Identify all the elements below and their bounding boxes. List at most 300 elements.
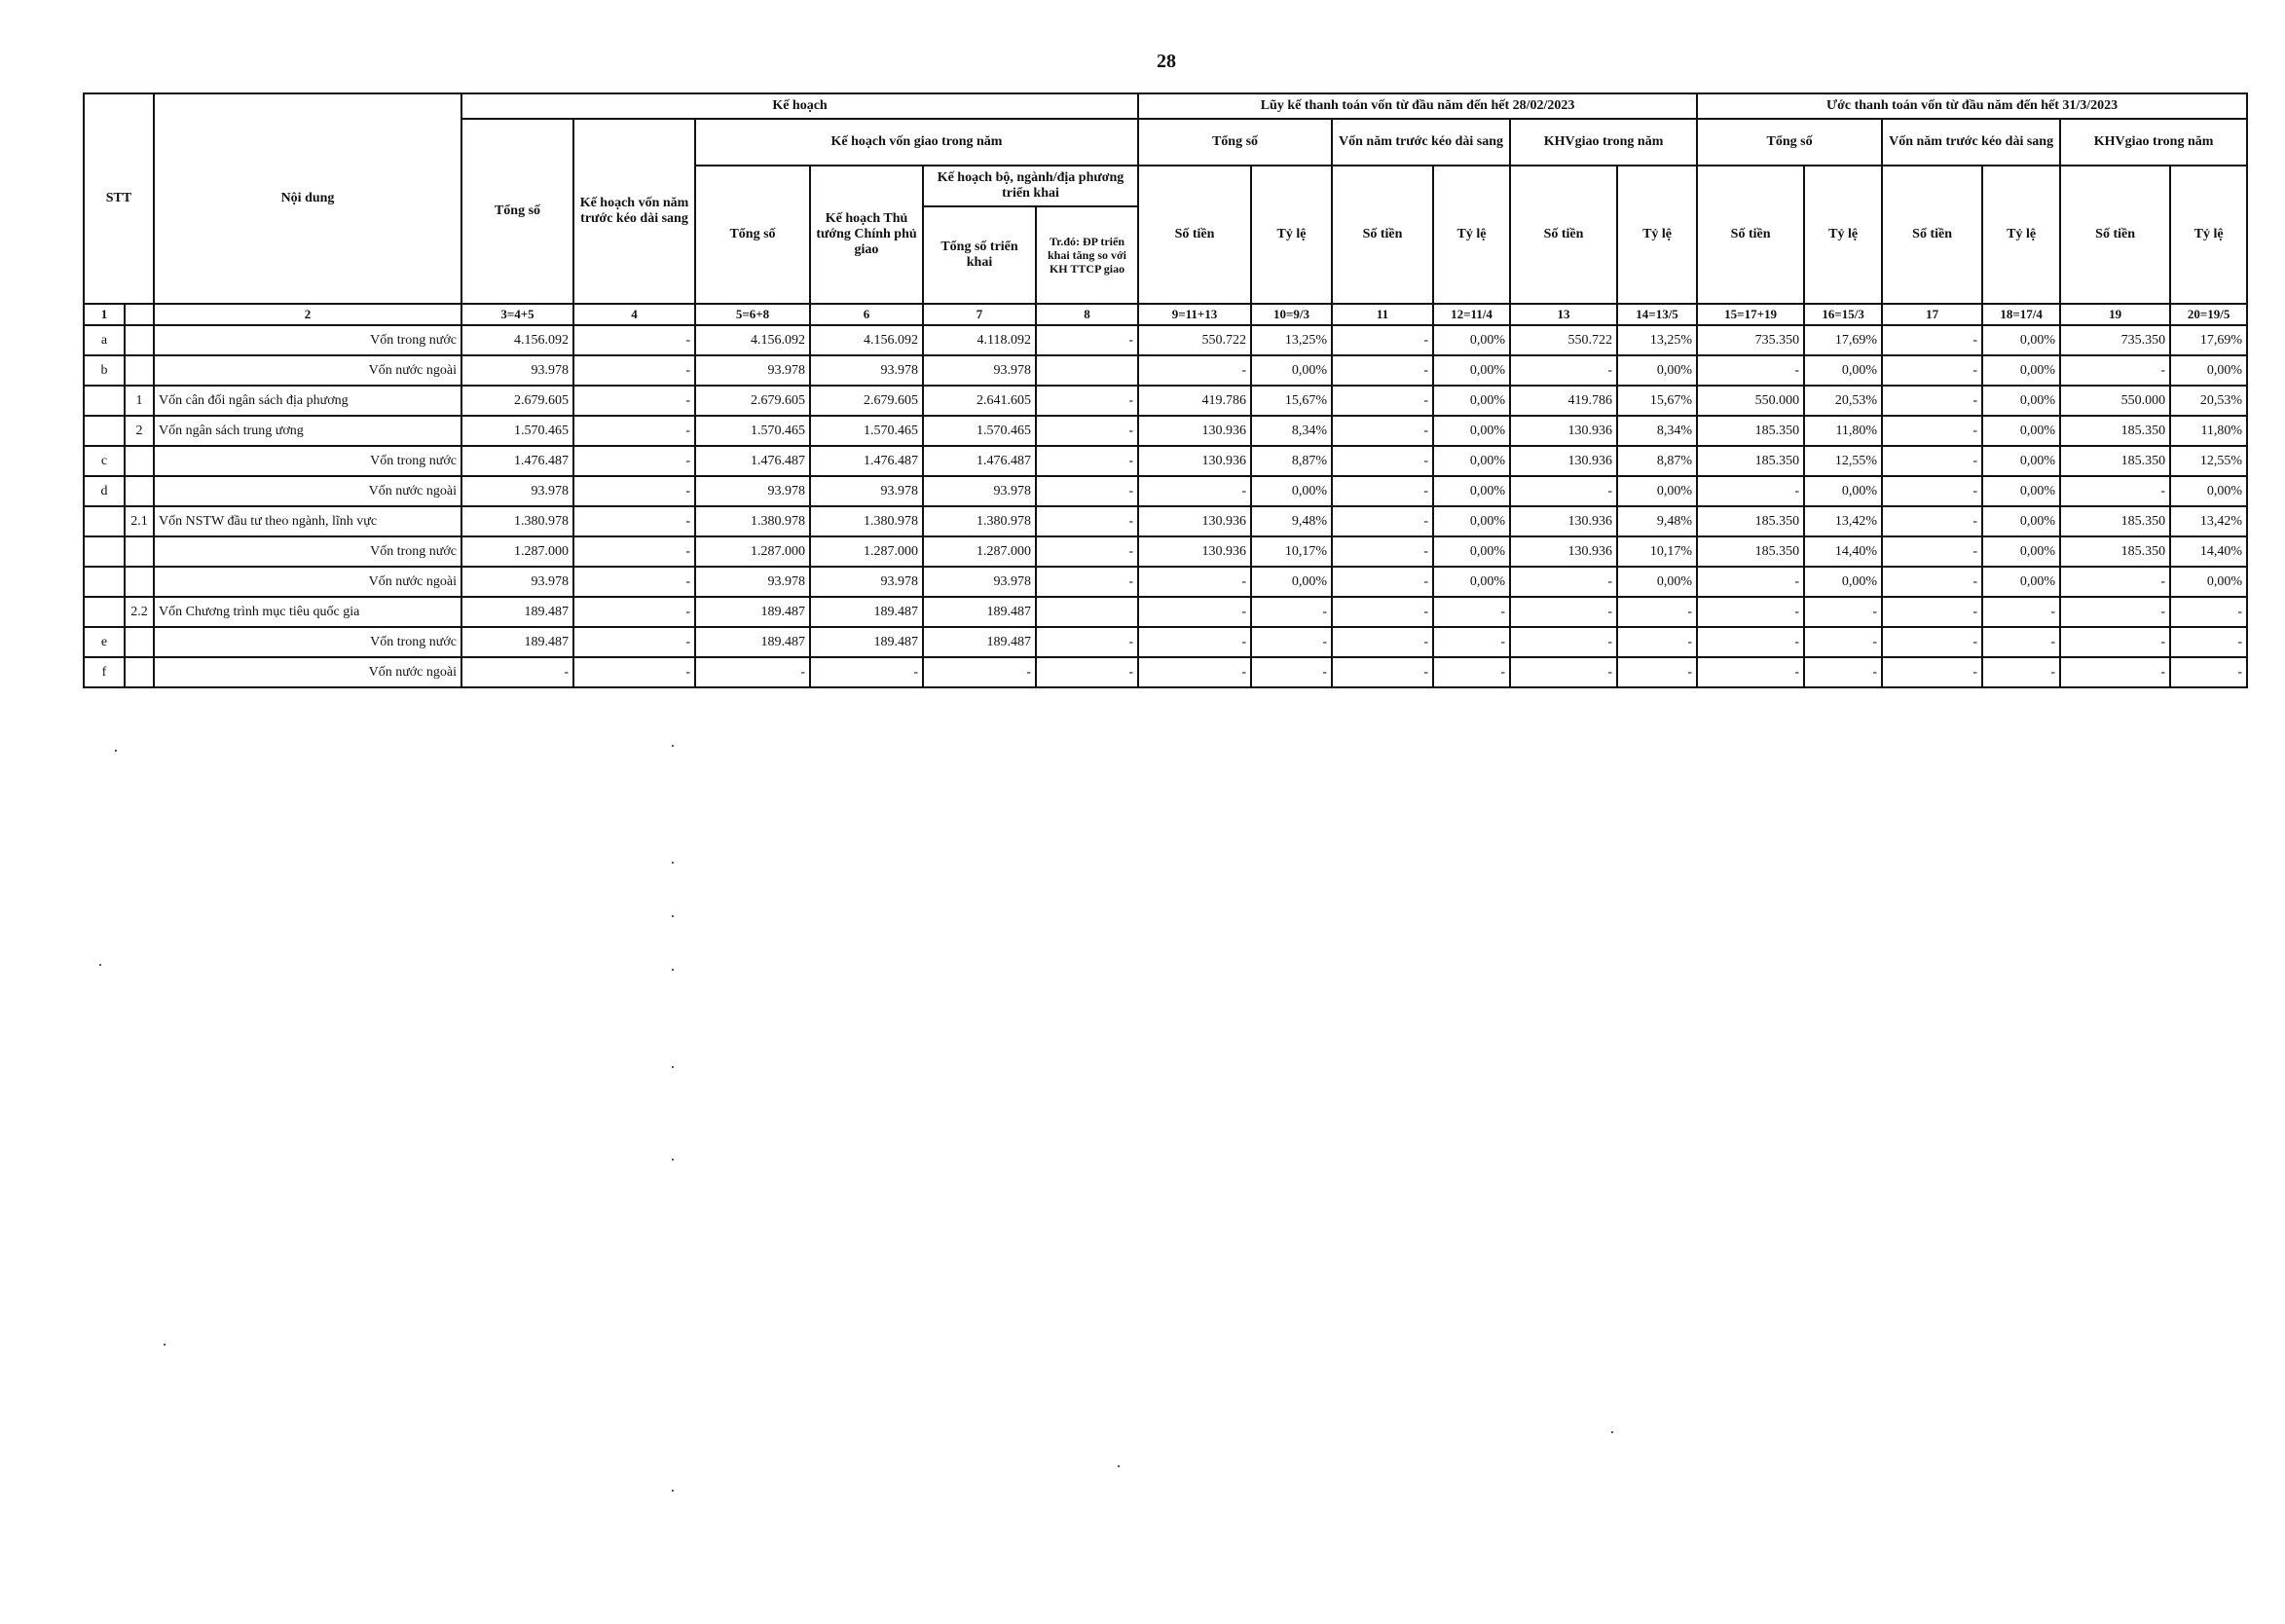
row-value: 13,25% [1617,325,1697,355]
row-value: - [2060,627,2170,657]
row-value: - [2170,657,2247,687]
row-value: 9,48% [1617,506,1697,536]
row-value: - [1332,597,1433,627]
row-name: Vốn nước ngoài [154,657,461,687]
row-value: 17,69% [1804,325,1882,355]
row-value: - [2060,657,2170,687]
scan-speck [672,969,674,971]
header-luy-ke: Lũy kế thanh toán vốn từ đầu năm đến hết 28/02/2023 [1138,93,1697,119]
column-index-cell: 15=17+19 [1697,304,1804,325]
row-value: 4.156.092 [695,325,810,355]
column-index-cell: 6 [810,304,923,325]
scan-speck [115,750,117,752]
row-stt: e [84,627,125,657]
row-value: - [1433,627,1510,657]
header-so-tien-13: Số tiền [1510,166,1617,304]
row-value: - [1617,657,1697,687]
row-value: - [1138,657,1251,687]
header-ty-le-20: Tỷ lệ [2170,166,2247,304]
row-value: 11,80% [1804,416,1882,446]
row-value: 0,00% [1433,325,1510,355]
table-row [84,627,2247,657]
row-value: - [1332,446,1433,476]
row-value: 0,00% [1804,567,1882,597]
table-row [84,506,2247,536]
row-value: - [1251,657,1332,687]
row-value: 0,00% [1433,506,1510,536]
row-value: - [573,657,695,687]
row-value: 1.287.000 [923,536,1036,567]
row-value: 0,00% [1433,536,1510,567]
row-value: - [1332,476,1433,506]
row-value: 20,53% [1804,386,1882,416]
row-value: - [1882,506,1982,536]
row-value: - [1804,657,1882,687]
row-value: 1.287.000 [810,536,923,567]
row-value: 0,00% [2170,476,2247,506]
row-value: 185.350 [1697,416,1804,446]
row-value: - [1882,416,1982,446]
row-value: - [1332,416,1433,446]
row-value: 189.487 [695,627,810,657]
column-index-cell: 19 [2060,304,2170,325]
row-value: 93.978 [810,567,923,597]
header-so-tien-17: Số tiền [1882,166,1982,304]
row-value: 1.380.978 [810,506,923,536]
column-index-cell: 5=6+8 [695,304,810,325]
row-value: - [1882,446,1982,476]
row-value: 8,87% [1617,446,1697,476]
column-index-cell: 20=19/5 [2170,304,2247,325]
row-value: - [1697,355,1804,386]
row-value: 1.476.487 [810,446,923,476]
row-value: - [573,506,695,536]
row-name: Vốn cân đối ngân sách địa phương [154,386,461,416]
row-value: 0,00% [1617,355,1697,386]
row-value: 1.570.465 [810,416,923,446]
row-value: - [1617,627,1697,657]
scan-speck [672,1490,674,1492]
header-kh-bo-nganh: Kế hoạch bộ, ngành/địa phương triển khai [923,166,1138,206]
row-value: 0,00% [1982,416,2060,446]
row-value: 8,34% [1251,416,1332,446]
column-index-cell: 18=17/4 [1982,304,2060,325]
row-value: 15,67% [1617,386,1697,416]
row-name: Vốn trong nước [154,325,461,355]
row-value: - [573,416,695,446]
header-kh-von-nam-truoc: Kế hoạch vốn năm trước kéo dài sang [573,119,695,304]
row-stt [84,506,125,536]
column-index-cell: 3=4+5 [461,304,573,325]
row-value: 1.476.487 [461,446,573,476]
row-sub-index [125,446,154,476]
row-value: - [573,355,695,386]
scan-speck [672,1159,674,1161]
row-value: - [1697,627,1804,657]
header-ke-hoach: Kế hoạch [461,93,1138,119]
table-row [84,536,2247,567]
row-value: 130.936 [1510,536,1617,567]
row-stt: f [84,657,125,687]
row-value: - [1510,597,1617,627]
row-sub-index: 2 [125,416,154,446]
header-tong-so: Tổng số [461,119,573,304]
scan-speck [672,745,674,747]
row-value: - [2060,567,2170,597]
row-value: 0,00% [1804,355,1882,386]
row-value: 10,17% [1617,536,1697,567]
row-sub-index [125,657,154,687]
row-value: 0,00% [1433,386,1510,416]
column-index-row [84,304,2247,325]
row-value: 1.380.978 [923,506,1036,536]
row-value: 8,87% [1251,446,1332,476]
row-value: - [1036,416,1138,446]
row-value: 0,00% [1251,355,1332,386]
row-value: 735.350 [2060,325,2170,355]
header-uoc-khv-giao: KHVgiao trong năm [2060,119,2247,166]
row-value: - [2170,597,2247,627]
row-value: - [1882,536,1982,567]
row-name: Vốn trong nước [154,627,461,657]
row-value: - [1804,597,1882,627]
scan-speck [672,915,674,917]
row-value: 189.487 [695,597,810,627]
row-value: 14,40% [1804,536,1882,567]
row-value: 0,00% [1982,325,2060,355]
header-kh-ttcp: Kế hoạch Thủ tướng Chính phủ giao [810,166,923,304]
row-value: 0,00% [2170,355,2247,386]
row-value: - [1036,476,1138,506]
table-row [84,476,2247,506]
row-name: Vốn nước ngoài [154,355,461,386]
row-value: 185.350 [2060,446,2170,476]
row-value: - [1332,386,1433,416]
row-value: 550.000 [1697,386,1804,416]
table-row [84,325,2247,355]
capital-disbursement-table [83,92,2248,688]
row-value: - [461,657,573,687]
row-value: 130.936 [1138,416,1251,446]
column-index-cell: 12=11/4 [1433,304,1510,325]
row-value: - [573,325,695,355]
row-value: 93.978 [810,355,923,386]
row-sub-index [125,355,154,386]
row-value: - [1433,657,1510,687]
row-value: - [810,657,923,687]
row-value: - [1036,567,1138,597]
header-tong-so-giao: Tổng số [695,166,810,304]
row-value: 4.118.092 [923,325,1036,355]
header-kh-von-giao-trong-nam: Kế hoạch vốn giao trong năm [695,119,1138,166]
scan-speck [164,1344,166,1346]
row-value: 550.000 [2060,386,2170,416]
header-luy-ke-tong-so: Tổng số [1138,119,1332,166]
header-so-tien-11: Số tiền [1332,166,1433,304]
row-value: - [1882,657,1982,687]
row-value: 2.641.605 [923,386,1036,416]
row-value: - [1332,355,1433,386]
column-index-cell: 2 [154,304,461,325]
row-value: 93.978 [695,476,810,506]
row-value: 93.978 [923,476,1036,506]
row-value: - [2060,355,2170,386]
row-sub-index: 2.2 [125,597,154,627]
scan-speck [672,1066,674,1068]
row-stt [84,536,125,567]
row-value: 130.936 [1510,416,1617,446]
row-name: Vốn NSTW đầu tư theo ngành, lĩnh vực [154,506,461,536]
header-stt: STT [84,93,154,304]
row-sub-index [125,536,154,567]
scan-speck [1611,1431,1613,1433]
column-index-cell: 8 [1036,304,1138,325]
column-index-cell: 17 [1882,304,1982,325]
row-value: 15,67% [1251,386,1332,416]
row-value: - [1332,536,1433,567]
row-value [1036,597,1138,627]
table-row [84,657,2247,687]
row-value: - [1332,506,1433,536]
table-row [84,355,2247,386]
row-name: Vốn trong nước [154,536,461,567]
row-value: 419.786 [1138,386,1251,416]
row-value: 1.570.465 [923,416,1036,446]
header-ty-le-12: Tỷ lệ [1433,166,1510,304]
row-value: 130.936 [1138,506,1251,536]
row-value: - [1433,597,1510,627]
row-value: - [1697,597,1804,627]
row-value: - [2060,476,2170,506]
header-ty-le-18: Tỷ lệ [1982,166,2060,304]
row-value: - [1510,627,1617,657]
header-uoc-von-nam-truoc: Vốn năm trước kéo dài sang [1882,119,2060,166]
row-value: - [1882,325,1982,355]
row-value: 185.350 [1697,536,1804,567]
row-value: 0,00% [1982,506,2060,536]
row-value: 1.287.000 [461,536,573,567]
row-value: 12,55% [2170,446,2247,476]
row-value: - [573,536,695,567]
row-value: - [1332,325,1433,355]
row-value: 13,42% [2170,506,2247,536]
scan-speck [672,862,674,864]
table-row [84,567,2247,597]
row-value: - [573,446,695,476]
row-value: 17,69% [2170,325,2247,355]
row-value: 4.156.092 [461,325,573,355]
row-value: - [1697,657,1804,687]
row-value: 10,17% [1251,536,1332,567]
column-index-cell: 4 [573,304,695,325]
row-value: - [1982,627,2060,657]
row-value: 93.978 [923,567,1036,597]
header-luy-ke-von-nam-truoc: Vốn năm trước kéo dài sang [1332,119,1510,166]
row-value: 189.487 [923,597,1036,627]
column-index-cell: 16=15/3 [1804,304,1882,325]
header-uoc-tong-so: Tổng số [1697,119,1882,166]
row-value: 0,00% [1251,567,1332,597]
row-name: Vốn ngân sách trung ương [154,416,461,446]
row-value: 9,48% [1251,506,1332,536]
row-value: 0,00% [1982,446,2060,476]
row-value: - [1036,386,1138,416]
row-value: 0,00% [1433,567,1510,597]
row-value: 0,00% [1617,476,1697,506]
row-value: - [1332,657,1433,687]
scan-speck [99,964,101,966]
column-index-cell: 1 [84,304,125,325]
row-value: 2.679.605 [695,386,810,416]
row-value: 0,00% [1617,567,1697,597]
row-sub-index [125,567,154,597]
row-value: 13,25% [1251,325,1332,355]
row-sub-index: 1 [125,386,154,416]
row-value: 189.487 [461,597,573,627]
row-stt: d [84,476,125,506]
row-value: 550.722 [1510,325,1617,355]
row-value: - [1138,567,1251,597]
row-value: 0,00% [1251,476,1332,506]
row-value: 0,00% [2170,567,2247,597]
row-value: 1.287.000 [695,536,810,567]
row-value: 185.350 [1697,446,1804,476]
row-value: 419.786 [1510,386,1617,416]
row-value: - [1036,657,1138,687]
row-value: - [1138,355,1251,386]
row-value: - [1510,657,1617,687]
row-value: - [1332,627,1433,657]
header-tong-so-trien-khai: Tổng số triển khai [923,206,1036,304]
row-value: 185.350 [2060,506,2170,536]
header-noi-dung: Nội dung [154,93,461,304]
row-value: - [1882,386,1982,416]
row-sub-index: 2.1 [125,506,154,536]
row-value: 0,00% [1433,476,1510,506]
row-value: 130.936 [1138,536,1251,567]
row-value: 2.679.605 [461,386,573,416]
row-value [1036,355,1138,386]
row-value: - [1982,597,2060,627]
row-value: 93.978 [695,567,810,597]
row-stt [84,597,125,627]
column-index-cell: 11 [1332,304,1433,325]
row-value: 0,00% [1982,536,2060,567]
header-uoc-thanh-toan: Ước thanh toán vốn từ đầu năm đến hết 31/3/2023 [1697,93,2247,119]
row-value: - [1882,597,1982,627]
row-value: - [1697,567,1804,597]
row-value: 13,42% [1804,506,1882,536]
row-value: 189.487 [810,597,923,627]
row-value: 0,00% [1982,567,2060,597]
row-value: - [1882,567,1982,597]
column-index-cell: 9=11+13 [1138,304,1251,325]
row-value: 93.978 [461,476,573,506]
row-value: - [2060,597,2170,627]
column-index-cell [125,304,154,325]
row-stt [84,567,125,597]
row-value: - [1510,567,1617,597]
row-value: 0,00% [1982,355,2060,386]
table-row [84,446,2247,476]
row-value: - [695,657,810,687]
row-name: Vốn nước ngoài [154,567,461,597]
column-index-cell: 14=13/5 [1617,304,1697,325]
table-row [84,416,2247,446]
row-value: 8,34% [1617,416,1697,446]
row-value: 550.722 [1138,325,1251,355]
row-value: 0,00% [1433,416,1510,446]
row-value: 93.978 [810,476,923,506]
row-value: 189.487 [810,627,923,657]
row-value: 11,80% [2170,416,2247,446]
row-value: 0,00% [1433,446,1510,476]
table-row [84,597,2247,627]
row-value: - [1882,355,1982,386]
row-value: 185.350 [1697,506,1804,536]
row-value: - [573,597,695,627]
row-value: 0,00% [1982,476,2060,506]
row-sub-index [125,325,154,355]
table-body [84,325,2247,687]
table-row [84,386,2247,416]
header-ty-le-14: Tỷ lệ [1617,166,1697,304]
row-value: - [573,567,695,597]
row-stt: c [84,446,125,476]
row-value: 12,55% [1804,446,1882,476]
row-value: - [1251,627,1332,657]
row-value: 0,00% [1804,476,1882,506]
row-value: - [923,657,1036,687]
row-value: 1.380.978 [461,506,573,536]
row-name: Vốn nước ngoài [154,476,461,506]
row-value: 20,53% [2170,386,2247,416]
column-index-cell: 13 [1510,304,1617,325]
row-value: 130.936 [1138,446,1251,476]
row-value: 735.350 [1697,325,1804,355]
row-sub-index [125,627,154,657]
row-value: 93.978 [461,567,573,597]
row-value: 0,00% [1982,386,2060,416]
header-ty-le-16: Tỷ lệ [1804,166,1882,304]
row-value: - [1036,325,1138,355]
header-so-tien-19: Số tiền [2060,166,2170,304]
row-value: - [1882,627,1982,657]
row-value: 185.350 [2060,416,2170,446]
row-value: - [573,627,695,657]
row-value: - [2170,627,2247,657]
row-value: 1.476.487 [923,446,1036,476]
row-value: - [1982,657,2060,687]
row-value: - [573,386,695,416]
row-value: 93.978 [461,355,573,386]
header-luy-ke-khv-giao: KHVgiao trong năm [1510,119,1697,166]
row-sub-index [125,476,154,506]
row-value: - [1510,355,1617,386]
row-value: - [1138,627,1251,657]
header-so-tien-15: Số tiền [1697,166,1804,304]
row-value: - [1332,567,1433,597]
row-value: - [1882,476,1982,506]
row-value: - [1036,536,1138,567]
column-index-cell: 7 [923,304,1036,325]
row-value: - [1036,627,1138,657]
row-value: 1.380.978 [695,506,810,536]
row-value: - [1251,597,1332,627]
row-value: 2.679.605 [810,386,923,416]
row-value: 93.978 [923,355,1036,386]
row-value: 0,00% [1433,355,1510,386]
